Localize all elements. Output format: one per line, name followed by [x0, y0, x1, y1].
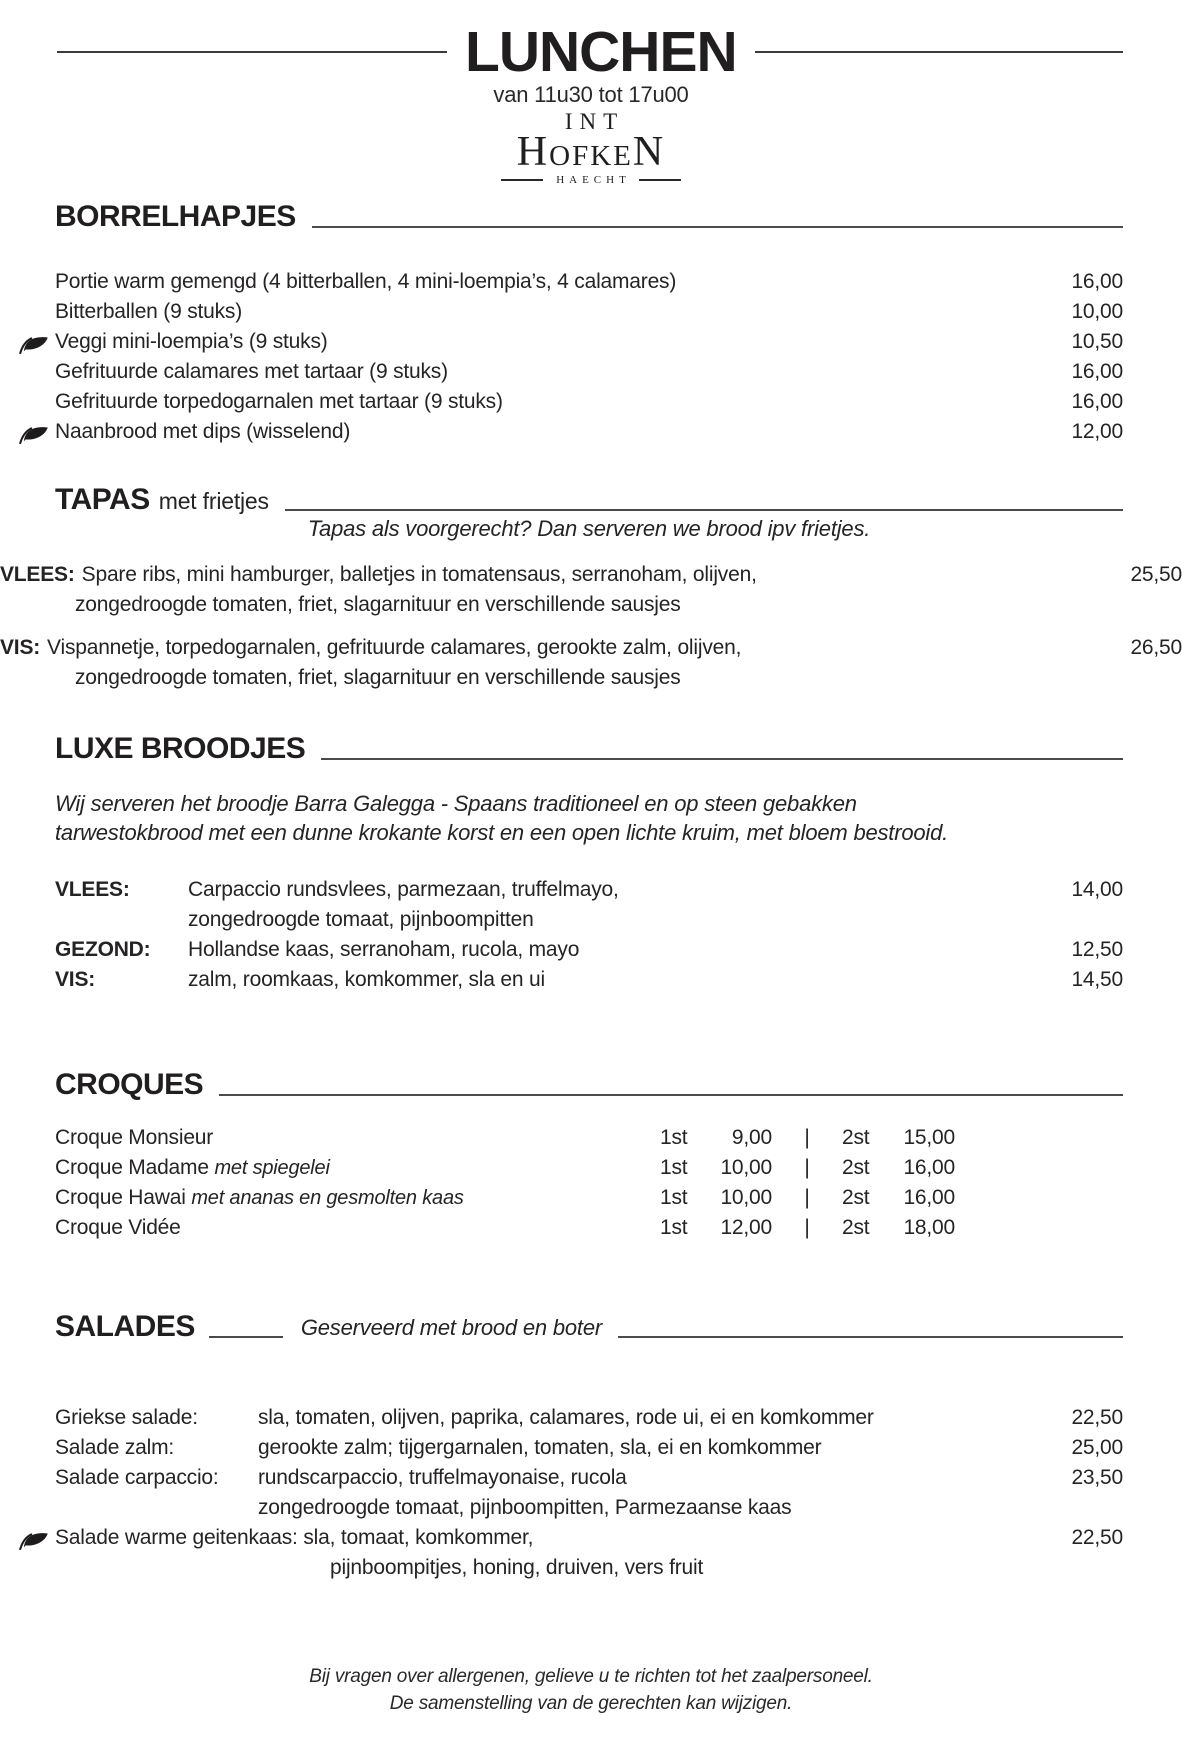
item-description: Vispannetje, torpedogarnalen, gefrituurde calamares, gerookte zalm, olijven, [47, 636, 742, 659]
item-price: 10,00 [720, 1186, 772, 1209]
section-luxe-broodjes-items [55, 875, 1123, 995]
veggie-leaf-icon [17, 422, 51, 444]
qty-label: 1st [660, 1186, 688, 1209]
item-name: Gefrituurde calamares met tartaar (9 stuks) [55, 360, 448, 383]
menu-item [55, 267, 1123, 297]
item-price: 25,50 [1130, 563, 1182, 586]
menu-item [55, 1523, 1123, 1553]
price-separator: | [804, 1186, 810, 1209]
item-price: 16,00 [1071, 360, 1123, 383]
section-rule [321, 758, 1123, 760]
menu-item-tapas-vis [0, 633, 1182, 693]
item-description: sla, tomaat, komkommer, [303, 1526, 534, 1549]
croque-name: Croque Hawai [55, 1186, 186, 1209]
item-description: gerookte zalm; tijgergarnalen, tomaten, sla, ei en komkommer [258, 1436, 822, 1459]
price-separator: | [804, 1156, 810, 1179]
intro-line: Wij serveren het broodje Barra Galegga - Spaans traditioneel en op steen gebakken [55, 791, 857, 816]
item-price: 18,00 [903, 1216, 955, 1239]
item-label: VLEES: [0, 563, 75, 586]
item-price: 16,00 [903, 1156, 955, 1179]
item-price: 16,00 [1071, 390, 1123, 413]
price-separator: | [804, 1216, 810, 1239]
section-rule [285, 509, 1123, 511]
menu-item [55, 935, 1123, 965]
footer-line: De samenstelling van de gerechten kan wijzigen. [389, 1693, 793, 1714]
qty-label: 2st [842, 1186, 870, 1209]
item-name: Bitterballen (9 stuks) [55, 300, 243, 323]
item-description: Spare ribs, mini hamburger, balletjes in tomatensaus, serranoham, olijven, [81, 563, 757, 586]
item-price: 16,00 [1071, 270, 1123, 293]
item-price: 10,00 [720, 1156, 772, 1179]
croque-name: Croque Vidée [55, 1216, 181, 1239]
menu-item [55, 1433, 1123, 1463]
menu-item [55, 875, 1123, 905]
section-title: BORRELHAPJES [55, 200, 296, 233]
price-separator: | [804, 1126, 810, 1149]
section-luxe-broodjes-header [55, 733, 1123, 765]
item-name [55, 1213, 660, 1243]
item-description: Carpaccio rundsvlees, parmezaan, truffelmayo, [188, 878, 619, 901]
section-title-suffix: met frietjes [158, 488, 269, 514]
intro-line: tarwestokbrood met een dunne krokante korst en een open lichte kruim, met bloem bestrooid. [55, 820, 949, 845]
item-description-line2: zongedroogde tomaten, friet, slagarnituur en verschillende sausjes [75, 666, 681, 689]
item-description-line2: zongedroogde tomaat, pijnboompitten [188, 908, 534, 931]
item-name: Veggi mini-loempia’s (9 stuks) [55, 330, 328, 353]
item-name [55, 1153, 660, 1183]
menu-item-tapas-vlees [0, 560, 1182, 620]
item-label: Griekse salade: [55, 1406, 198, 1429]
item-label: VIS: [0, 636, 41, 659]
section-rule [312, 226, 1123, 228]
item-price: 25,00 [1071, 1436, 1123, 1459]
page-title: LUNCHEN [465, 20, 737, 84]
section-borrelhapjes-items [55, 267, 1123, 447]
item-price-spacer [1028, 1493, 1123, 1523]
item-name: Naanbrood met dips (wisselend) [55, 420, 351, 443]
menu-item [55, 387, 1123, 417]
menu-item [55, 357, 1123, 387]
item-label: Salade warme geitenkaas: [55, 1526, 298, 1549]
item-name [55, 1123, 660, 1153]
luxe-broodjes-intro [55, 789, 1123, 847]
section-title: SALADES [55, 1310, 195, 1343]
item-description: rundscarpaccio, truffelmayonaise, rucola [258, 1466, 627, 1489]
menu-item [55, 297, 1123, 327]
qty-label: 2st [842, 1216, 870, 1239]
section-rule [219, 1094, 1123, 1096]
section-tapas-header [55, 484, 1123, 516]
logo-dash-left [501, 179, 543, 181]
item-price-spacer [1028, 905, 1123, 935]
logo-text-int: INT [564, 109, 625, 134]
item-text [0, 560, 1087, 590]
menu-item [55, 1403, 1123, 1433]
logo-dash-right [639, 179, 681, 181]
section-rule [618, 1336, 1123, 1338]
title-rule-right [755, 51, 1123, 53]
footer-line: Bij vragen over allergenen, gelieve u te richten tot het zaalpersoneel. [309, 1666, 873, 1687]
item-price-spacer [1028, 1553, 1123, 1583]
menu-item [55, 965, 1123, 995]
item-price: 26,50 [1130, 636, 1182, 659]
section-salades-items [55, 1403, 1123, 1583]
menu-item [55, 1213, 1123, 1243]
section-title: TAPAS [55, 483, 150, 516]
opening-hours: van 11u30 tot 17u00 [493, 82, 689, 107]
menu-item [55, 1123, 1123, 1153]
section-rule-short [209, 1336, 283, 1338]
menu-title-row [57, 20, 1123, 84]
item-label: Salade carpaccio: [55, 1466, 219, 1489]
item-description-line2: zongedroogde tomaat, pijnboompitten, Parmezaanse kaas [258, 1496, 792, 1519]
logo-text-haecht [0, 174, 1182, 186]
item-price: 22,50 [1071, 1526, 1123, 1549]
item-price: 14,50 [1071, 968, 1123, 991]
veggie-leaf-icon [17, 332, 51, 354]
title-rule-left [57, 51, 447, 53]
item-price: 10,00 [1071, 300, 1123, 323]
section-title: LUXE BROODJES [55, 732, 306, 765]
section-croques-header [55, 1069, 1123, 1101]
menu-item [55, 1153, 1123, 1183]
qty-label: 1st [660, 1216, 688, 1239]
menu-item [55, 1183, 1123, 1213]
qty-label: 2st [842, 1156, 870, 1179]
section-croques-items [55, 1123, 1123, 1243]
qty-label: 1st [660, 1156, 688, 1179]
item-description: sla, tomaten, olijven, paprika, calamares, rode ui, ei en komkommer [258, 1406, 874, 1429]
item-description: Hollandse kaas, serranoham, rucola, mayo [188, 938, 580, 961]
qty-label: 2st [842, 1126, 870, 1149]
section-title: CROQUES [55, 1068, 204, 1101]
item-price: 12,00 [720, 1216, 772, 1239]
menu-item-continuation [55, 1493, 1123, 1523]
qty-label: 1st [660, 1126, 688, 1149]
croque-desc: met spiegelei [214, 1157, 330, 1179]
item-name: Gefrituurde torpedogarnalen met tartaar (9 stuks) [55, 390, 503, 413]
croque-name: Croque Madame [55, 1156, 209, 1179]
item-price: 9,00 [731, 1126, 772, 1149]
item-price: 12,00 [1071, 420, 1123, 443]
item-description-line2: pijnboompitjes, honing, druiven, vers fruit [330, 1556, 704, 1579]
item-price: 12,50 [1071, 938, 1123, 961]
item-text [0, 633, 1087, 663]
item-description: zalm, roomkaas, komkommer, sla en ui [188, 968, 545, 991]
logo-text-hofken: HofkeN [516, 129, 666, 175]
salades-note: Geserveerd met brood en boter [300, 1315, 603, 1340]
veggie-leaf-icon [17, 1528, 51, 1550]
menu-item-continuation [55, 1553, 1123, 1583]
croque-name: Croque Monsieur [55, 1126, 214, 1149]
croque-desc: met ananas en gesmolten kaas [191, 1187, 464, 1209]
section-borrelhapjes-header [55, 201, 1123, 233]
item-text [55, 1523, 1028, 1553]
item-name: Portie warm gemengd (4 bitterballen, 4 mini-loempia’s, 4 calamares) [55, 270, 677, 293]
item-price: 10,50 [1071, 330, 1123, 353]
item-price: 23,50 [1071, 1466, 1123, 1489]
item-price: 22,50 [1071, 1406, 1123, 1429]
section-salades-header [55, 1311, 1123, 1343]
item-price: 14,00 [1071, 878, 1123, 901]
item-label: Salade zalm: [55, 1436, 174, 1459]
tapas-note: Tapas als voorgerecht? Dan serveren we brood ipv frietjes. [307, 516, 871, 541]
menu-item-continuation [55, 905, 1123, 935]
menu-item [55, 417, 1123, 447]
item-description-line2: zongedroogde tomaten, friet, slagarnituur en verschillende sausjes [75, 593, 681, 616]
item-label: VIS: [55, 968, 96, 991]
logo-city-label: HAECHT [556, 174, 631, 186]
menu-item [55, 327, 1123, 357]
item-label: GEZOND: [55, 938, 151, 961]
item-name [55, 1183, 660, 1213]
item-price: 15,00 [903, 1126, 955, 1149]
menu-item [55, 1463, 1123, 1493]
item-label: VLEES: [55, 878, 130, 901]
item-price: 16,00 [903, 1186, 955, 1209]
allergen-footer [0, 1663, 1182, 1717]
restaurant-logo [0, 110, 1182, 186]
